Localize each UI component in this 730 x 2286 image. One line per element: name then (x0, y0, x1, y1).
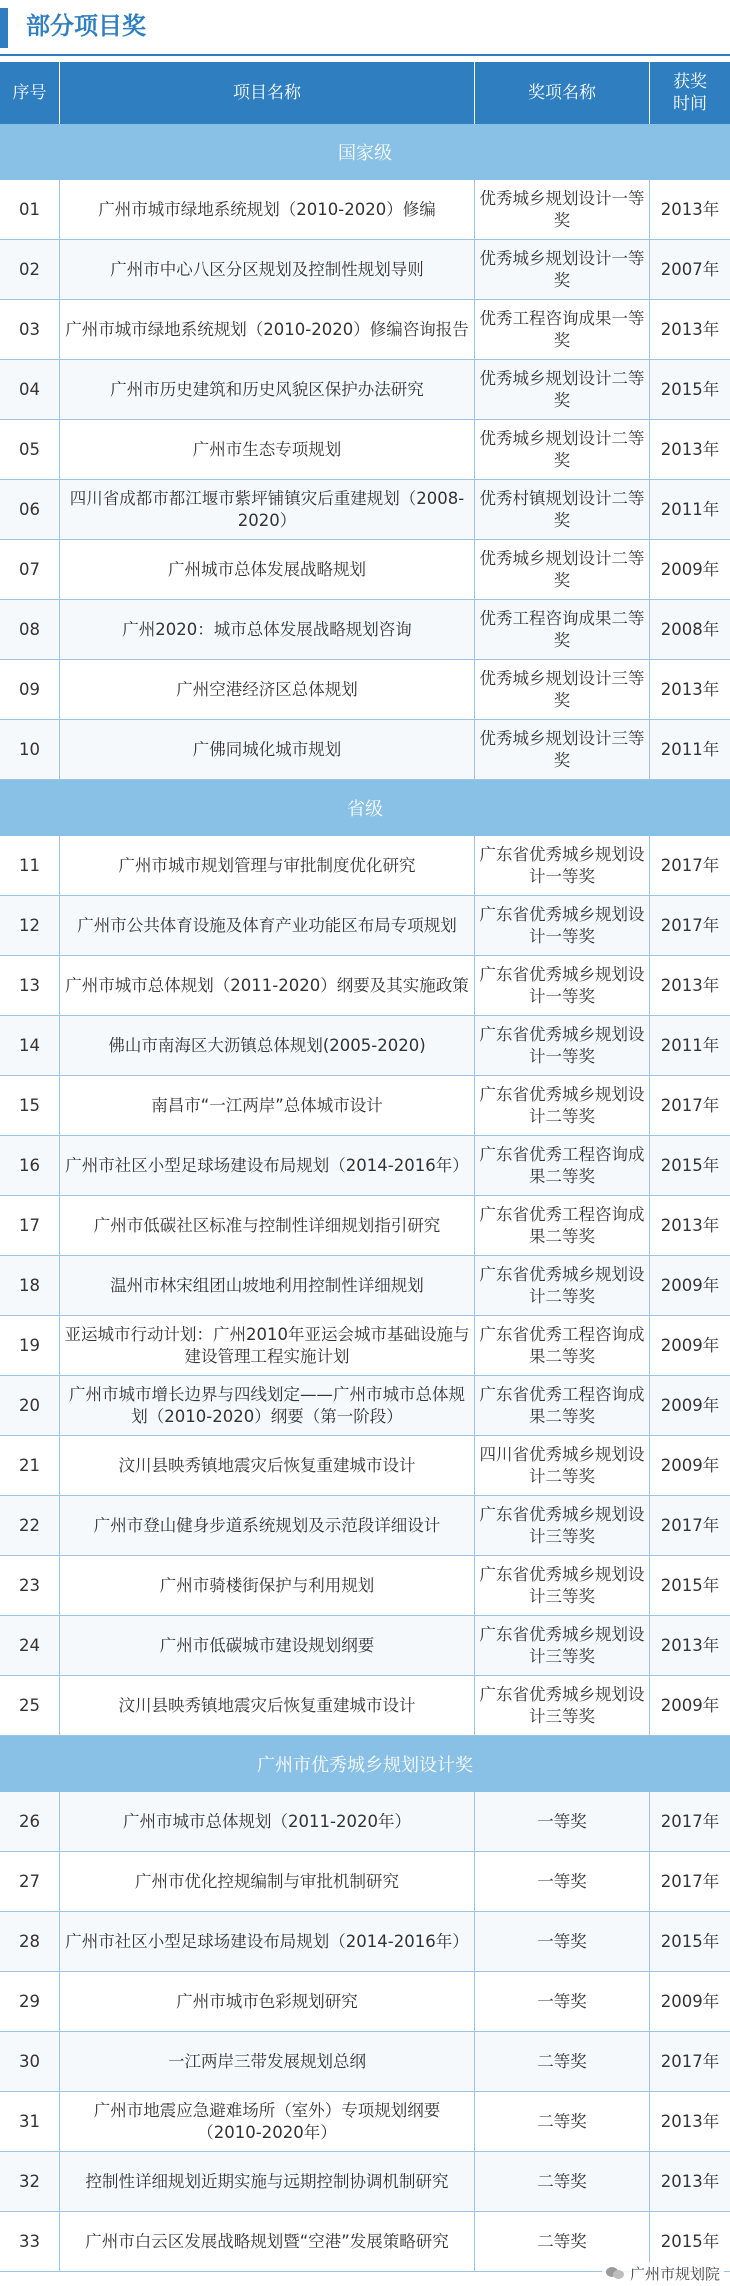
cell-project-name: 广州市城市增长边界与四线划定——广州市城市总体规划（2010-2020）纲要（第一阶段） (60, 1376, 475, 1435)
cell-award-name: 广东省优秀城乡规划设计一等奖 (475, 1016, 650, 1075)
cell-project-name: 广州城市总体发展战略规划 (60, 540, 475, 599)
cell-year: 2013年 (660, 1215, 720, 1235)
cell-award-name: 广东省优秀城乡规划设计一等奖 (475, 896, 650, 955)
header-year (650, 62, 730, 124)
cell-project-name: 广州市白云区发展战略规划暨“空港”发展策略研究 (60, 2212, 475, 2271)
cell-project-name: 汶川县映秀镇地震灾后恢复重建城市设计 (60, 1676, 475, 1735)
table-row (0, 420, 730, 480)
cell-year: 2013年 (660, 2111, 720, 2131)
cell-award-name: 优秀城乡规划设计一等奖 (475, 180, 650, 239)
cell-project-name: 广州市生态专项规划 (60, 420, 475, 479)
cell-award-name: 优秀城乡规划设计三等奖 (475, 660, 650, 719)
cell-year: 2017年 (660, 1095, 720, 1115)
cell-year: 2009年 (660, 1455, 720, 1475)
cell-index: 33 (0, 2212, 60, 2271)
cell-index: 22 (0, 1496, 60, 1555)
cell-index: 09 (0, 660, 60, 719)
cell-index: 11 (0, 836, 60, 895)
cell-index: 04 (0, 360, 60, 419)
cell-award-name: 广东省优秀城乡规划设计二等奖 (475, 1076, 650, 1135)
cell-project-name: 南昌市“一江两岸”总体城市设计 (60, 1076, 475, 1135)
cell-index: 08 (0, 600, 60, 659)
cell-project-name: 广州2020：城市总体发展战略规划咨询 (60, 600, 475, 659)
cell-project-name: 四川省成都市都江堰市紫坪铺镇灾后重建规划（2008-2020） (60, 480, 475, 539)
cell-index: 13 (0, 956, 60, 1015)
table-row (0, 2152, 730, 2212)
table-row (0, 1972, 730, 2032)
table-row (0, 1016, 730, 1076)
cell-project-name: 佛山市南海区大沥镇总体规划(2005-2020) (60, 1016, 475, 1075)
cell-year: 2013年 (660, 199, 720, 219)
cell-award-name: 一等奖 (475, 1852, 650, 1911)
table-row (0, 1676, 730, 1736)
cell-project-name: 广佛同城化城市规划 (60, 720, 475, 779)
table-row (0, 540, 730, 600)
cell-project-name: 广州市社区小型足球场建设布局规划（2014-2016年） (60, 1136, 475, 1195)
cell-index: 28 (0, 1912, 60, 1971)
cell-index: 32 (0, 2152, 60, 2211)
table-row (0, 1556, 730, 1616)
cell-index: 10 (0, 720, 60, 779)
cell-index: 31 (0, 2092, 60, 2151)
cell-index: 07 (0, 540, 60, 599)
cell-index: 21 (0, 1436, 60, 1495)
table-row (0, 1496, 730, 1556)
cell-project-name: 广州市城市总体规划（2011-2020年） (60, 1792, 475, 1851)
title-bar (0, 0, 730, 56)
table-row (0, 180, 730, 240)
cell-index: 25 (0, 1676, 60, 1735)
cell-project-name: 广州市低碳城市建设规划纲要 (60, 1616, 475, 1675)
cell-year: 2009年 (660, 1991, 720, 2011)
header-award: 奖项名称 (475, 62, 650, 124)
cell-project-name: 广州市城市规划管理与审批制度优化研究 (60, 836, 475, 895)
cell-award-name: 优秀城乡规划设计二等奖 (475, 420, 650, 479)
table-row (0, 836, 730, 896)
table-row (0, 1616, 730, 1676)
table-row (0, 1316, 730, 1376)
cell-index: 03 (0, 300, 60, 359)
cell-project-name: 亚运城市行动计划：广州2010年亚运会城市基础设施与建设管理工程实施计划 (60, 1316, 475, 1375)
cell-year: 2013年 (660, 679, 720, 699)
cell-year: 2017年 (660, 1871, 720, 1891)
cell-year: 2015年 (660, 379, 720, 399)
cell-award-name: 广东省优秀城乡规划设计一等奖 (475, 836, 650, 895)
cell-index: 24 (0, 1616, 60, 1675)
cell-year: 2017年 (660, 915, 720, 935)
cell-index: 19 (0, 1316, 60, 1375)
cell-project-name: 广州市城市色彩规划研究 (60, 1972, 475, 2031)
cell-project-name: 温州市林宋组团山坡地利用控制性详细规划 (60, 1256, 475, 1315)
cell-project-name: 广州市骑楼街保护与利用规划 (60, 1556, 475, 1615)
table-row (0, 1256, 730, 1316)
cell-index: 20 (0, 1376, 60, 1435)
cell-year: 2009年 (660, 1395, 720, 1415)
table-row (0, 1852, 730, 1912)
cell-award-name: 二等奖 (475, 2092, 650, 2151)
cell-project-name: 广州市历史建筑和历史风貌区保护办法研究 (60, 360, 475, 419)
cell-project-name: 广州市优化控规编制与审批机制研究 (60, 1852, 475, 1911)
table-row (0, 2032, 730, 2092)
cell-year: 2013年 (660, 439, 720, 459)
table-row (0, 2092, 730, 2152)
cell-award-name: 广东省优秀城乡规划设计三等奖 (475, 1496, 650, 1555)
cell-award-name: 广东省优秀城乡规划设计一等奖 (475, 956, 650, 1015)
cell-index: 30 (0, 2032, 60, 2091)
cell-year: 2013年 (660, 1635, 720, 1655)
wechat-icon (606, 2266, 624, 2280)
cell-year: 2011年 (660, 1035, 720, 1055)
cell-index: 16 (0, 1136, 60, 1195)
section-header: 省级 (0, 780, 730, 836)
cell-index: 17 (0, 1196, 60, 1255)
cell-project-name: 广州市登山健身步道系统规划及示范段详细设计 (60, 1496, 475, 1555)
cell-award-name: 优秀工程咨询成果二等奖 (475, 600, 650, 659)
cell-year: 2009年 (660, 1335, 720, 1355)
page-title: 部分项目奖 (26, 12, 146, 40)
cell-index: 12 (0, 896, 60, 955)
table-row (0, 480, 730, 540)
cell-index: 01 (0, 180, 60, 239)
table-row (0, 240, 730, 300)
cell-year: 2017年 (660, 855, 720, 875)
cell-index: 05 (0, 420, 60, 479)
title-accent-bar (0, 8, 8, 48)
cell-award-name: 优秀城乡规划设计二等奖 (475, 360, 650, 419)
cell-award-name: 广东省优秀城乡规划设计三等奖 (475, 1556, 650, 1615)
cell-index: 15 (0, 1076, 60, 1135)
cell-year: 2015年 (660, 1575, 720, 1595)
cell-project-name: 广州市城市绿地系统规划（2010-2020）修编咨询报告 (60, 300, 475, 359)
cell-award-name: 二等奖 (475, 2032, 650, 2091)
cell-award-name: 四川省优秀城乡规划设计二等奖 (475, 1436, 650, 1495)
cell-year: 2017年 (660, 2051, 720, 2071)
table-row (0, 1376, 730, 1436)
cell-year: 2015年 (660, 1155, 720, 1175)
cell-project-name: 广州空港经济区总体规划 (60, 660, 475, 719)
cell-project-name: 一江两岸三带发展规划总纲 (60, 2032, 475, 2091)
cell-project-name: 广州市城市绿地系统规划（2010-2020）修编 (60, 180, 475, 239)
table-row (0, 660, 730, 720)
cell-index: 06 (0, 480, 60, 539)
table-row (0, 720, 730, 780)
cell-award-name: 广东省优秀工程咨询成果二等奖 (475, 1316, 650, 1375)
cell-award-name: 一等奖 (475, 1792, 650, 1851)
cell-year: 2015年 (660, 1931, 720, 1951)
cell-award-name: 广东省优秀城乡规划设计三等奖 (475, 1616, 650, 1675)
cell-index: 18 (0, 1256, 60, 1315)
cell-index: 27 (0, 1852, 60, 1911)
cell-award-name: 广东省优秀城乡规划设计二等奖 (475, 1256, 650, 1315)
cell-award-name: 广东省优秀工程咨询成果二等奖 (475, 1136, 650, 1195)
table-row (0, 1136, 730, 1196)
cell-award-name: 优秀城乡规划设计三等奖 (475, 720, 650, 779)
cell-year: 2007年 (660, 259, 720, 279)
cell-award-name: 一等奖 (475, 1912, 650, 1971)
cell-index: 29 (0, 1972, 60, 2031)
table-header-row (0, 62, 730, 124)
cell-year: 2013年 (660, 319, 720, 339)
section-header: 广州市优秀城乡规划设计奖 (0, 1736, 730, 1792)
table-row (0, 956, 730, 1016)
cell-award-name: 二等奖 (475, 2152, 650, 2211)
cell-year: 2015年 (660, 2231, 720, 2251)
cell-year: 2013年 (660, 2171, 720, 2191)
cell-year: 2017年 (660, 1811, 720, 1831)
cell-project-name: 汶川县映秀镇地震灾后恢复重建城市设计 (60, 1436, 475, 1495)
cell-award-name: 优秀村镇规划设计二等奖 (475, 480, 650, 539)
table-row (0, 896, 730, 956)
cell-index: 14 (0, 1016, 60, 1075)
cell-award-name: 优秀城乡规划设计二等奖 (475, 540, 650, 599)
cell-award-name: 二等奖 (475, 2212, 650, 2271)
cell-year: 2011年 (660, 739, 720, 759)
cell-award-name: 一等奖 (475, 1972, 650, 2031)
header-name: 项目名称 (60, 62, 475, 124)
cell-project-name: 控制性详细规划近期实施与远期控制协调机制研究 (60, 2152, 475, 2211)
table-row (0, 1912, 730, 1972)
cell-year: 2013年 (660, 975, 720, 995)
cell-award-name: 广东省优秀工程咨询成果二等奖 (475, 1376, 650, 1435)
cell-award-name: 广东省优秀工程咨询成果二等奖 (475, 1196, 650, 1255)
cell-year: 2017年 (660, 1515, 720, 1535)
cell-project-name: 广州市城市总体规划（2011-2020）纲要及其实施政策 (60, 956, 475, 1015)
cell-index: 23 (0, 1556, 60, 1615)
cell-index: 02 (0, 240, 60, 299)
table-row (0, 360, 730, 420)
table-row (0, 1792, 730, 1852)
watermark (602, 2262, 724, 2284)
cell-project-name: 广州市地震应急避难场所（室外）专项规划纲要（2010-2020年） (60, 2092, 475, 2151)
cell-year: 2009年 (660, 1695, 720, 1715)
cell-year: 2011年 (660, 499, 720, 519)
cell-year: 2009年 (660, 1275, 720, 1295)
cell-index: 26 (0, 1792, 60, 1851)
cell-award-name: 优秀城乡规划设计一等奖 (475, 240, 650, 299)
table-row (0, 1196, 730, 1256)
cell-project-name: 广州市公共体育设施及体育产业功能区布局专项规划 (60, 896, 475, 955)
table-row (0, 1076, 730, 1136)
cell-project-name: 广州市低碳社区标准与控制性详细规划指引研究 (60, 1196, 475, 1255)
cell-year: 2009年 (660, 559, 720, 579)
cell-project-name: 广州市社区小型足球场建设布局规划（2014-2016年） (60, 1912, 475, 1971)
table-row (0, 300, 730, 360)
table-row (0, 600, 730, 660)
watermark-text: 广州市规划院 (629, 2264, 720, 2283)
header-year-text: 获奖时间 (673, 72, 707, 114)
table-row (0, 1436, 730, 1496)
cell-award-name: 优秀工程咨询成果一等奖 (475, 300, 650, 359)
cell-year: 2008年 (660, 619, 720, 639)
header-index: 序号 (0, 62, 60, 124)
cell-project-name: 广州市中心八区分区规划及控制性规划导则 (60, 240, 475, 299)
section-header: 国家级 (0, 124, 730, 180)
cell-award-name: 广东省优秀城乡规划设计三等奖 (475, 1676, 650, 1735)
